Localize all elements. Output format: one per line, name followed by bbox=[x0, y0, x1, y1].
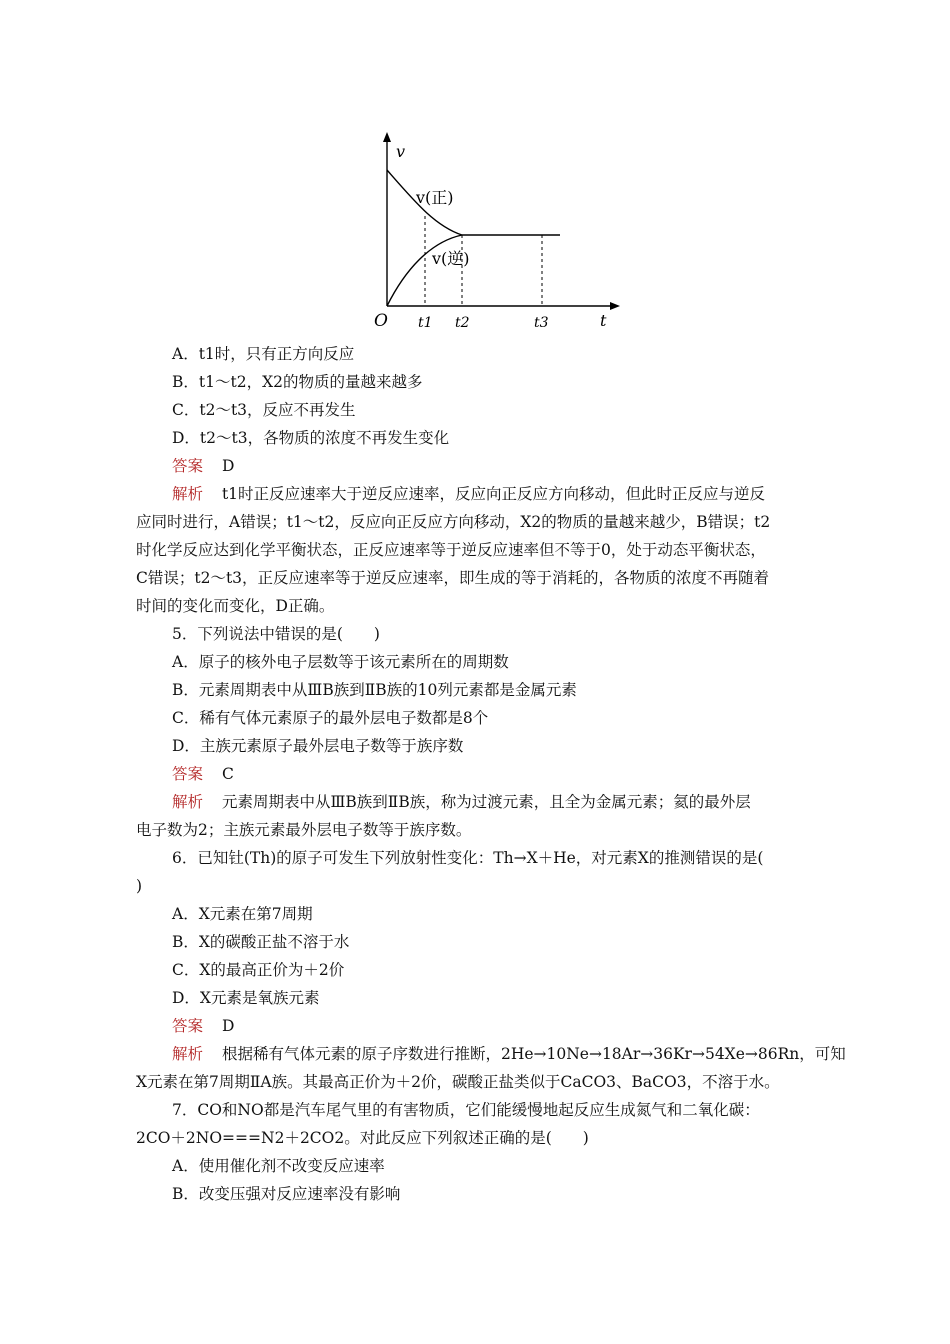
x-axis-arrow bbox=[610, 302, 620, 310]
q7-option-b: B．改变压强对反应速率没有影响 bbox=[172, 1185, 401, 1203]
q6-answer-label: 答案 bbox=[172, 1017, 204, 1035]
q5-option-a: A．原子的核外电子层数等于该元素所在的周期数 bbox=[172, 653, 509, 671]
reverse-curve-label: v(逆) bbox=[432, 249, 470, 268]
q6-option-d: D．X元素是氧族元素 bbox=[172, 989, 320, 1007]
q5-stem: 5．下列说法中错误的是( ) bbox=[172, 625, 380, 643]
forward-rate-curve bbox=[387, 170, 560, 235]
q6-analysis-line-1 bbox=[172, 1044, 846, 1064]
x-axis-label: t bbox=[600, 311, 607, 330]
q5-analysis-line-1 bbox=[172, 792, 751, 812]
q5-analysis-text-1: 元素周期表中从ⅢB族到ⅡB族，称为过渡元素，且全为金属元素；氦的最外层 bbox=[221, 793, 751, 811]
q5-option-c: C．稀有气体元素原子的最外层电子数都是8个 bbox=[172, 709, 489, 727]
q4-analysis-line-3: 时化学反应达到化学平衡状态，正反应速率等于逆反应速率但不等于0，处于动态平衡状态， bbox=[136, 541, 766, 559]
q5-option-d: D．主族元素原子最外层电子数等于族序数 bbox=[172, 737, 464, 755]
forward-curve-label: v(正) bbox=[416, 188, 454, 207]
q4-answer bbox=[172, 456, 234, 476]
q7-stem-line-1: 7．CO和NO都是汽车尾气里的有害物质，它们能缓慢地起反应生成氮气和二氧化碳： bbox=[172, 1101, 760, 1119]
y-axis-label: v bbox=[396, 142, 406, 161]
q6-analysis-line-2: X元素在第7周期ⅡA族。其最高正价为＋2价，碳酸正盐类似于CaCO3、BaCO3，不溶于水。 bbox=[136, 1073, 780, 1091]
q4-answer-label: 答案 bbox=[172, 457, 204, 475]
q4-option-d: D．t2～t3，各物质的浓度不再发生变化 bbox=[172, 429, 450, 447]
tick-label-t3: t3 bbox=[534, 315, 549, 331]
q6-option-b: B．X的碳酸正盐不溶于水 bbox=[172, 933, 350, 951]
q4-option-b: B．t1～t2，X2的物质的量越来越多 bbox=[172, 373, 423, 391]
tick-label-t2: t2 bbox=[455, 315, 470, 331]
rate-time-figure bbox=[360, 130, 625, 340]
q7-option-a: A．使用催化剂不改变反应速率 bbox=[172, 1157, 385, 1175]
q4-option-a: A．t1时，只有正方向反应 bbox=[172, 345, 355, 363]
q5-analysis-label: 解析 bbox=[172, 793, 204, 811]
q6-option-c: C．X的最高正价为＋2价 bbox=[172, 961, 345, 979]
q5-answer-value: C bbox=[221, 765, 234, 783]
q5-answer-label: 答案 bbox=[172, 765, 204, 783]
q7-stem-line-2: 2CO＋2NO===N2＋2CO2。对此反应下列叙述正确的是( ) bbox=[136, 1129, 589, 1147]
q6-stem-line-1: 6．已知钍(Th)的原子可发生下列放射性变化：Th→X＋He，对元素X的推测错误的是( bbox=[172, 849, 764, 867]
q6-answer bbox=[172, 1016, 234, 1036]
q4-analysis-line-2: 应同时进行，A错误；t1～t2，反应向正反应方向移动，X2的物质的量越来越少，B错误；t2 bbox=[136, 513, 771, 531]
q4-analysis-line-1 bbox=[172, 484, 765, 504]
q6-answer-value: D bbox=[221, 1017, 235, 1035]
q4-analysis-label: 解析 bbox=[172, 485, 204, 503]
q5-answer bbox=[172, 764, 234, 784]
q6-analysis-label: 解析 bbox=[172, 1045, 204, 1063]
q5-option-b: B．元素周期表中从ⅢB族到ⅡB族的10列元素都是金属元素 bbox=[172, 681, 577, 699]
q4-analysis-text-1: t1时正反应速率大于逆反应速率，反应向正反应方向移动，但此时正反应与逆反 bbox=[221, 485, 766, 503]
q6-option-a: A．X元素在第7周期 bbox=[172, 905, 313, 923]
q5-analysis-line-2: 电子数为2；主族元素最外层电子数等于族序数。 bbox=[136, 821, 472, 839]
tick-label-t1: t1 bbox=[418, 315, 433, 331]
q6-analysis-text-1: 根据稀有气体元素的原子序数进行推断，2He→10Ne→18Ar→36Kr→54Xe→86Rn，可知 bbox=[221, 1045, 846, 1063]
q4-analysis-line-4: C错误；t2～t3，正反应速率等于逆反应速率，即生成的等于消耗的，各物质的浓度不再随着 bbox=[136, 569, 770, 587]
y-axis-arrow bbox=[383, 132, 391, 142]
q4-answer-value: D bbox=[221, 457, 235, 475]
q4-analysis-line-5: 时间的变化而变化，D正确。 bbox=[136, 597, 335, 615]
origin-label: O bbox=[374, 311, 388, 331]
q4-option-c: C．t2～t3，反应不再发生 bbox=[172, 401, 356, 419]
q6-stem-line-2: ) bbox=[136, 877, 143, 895]
